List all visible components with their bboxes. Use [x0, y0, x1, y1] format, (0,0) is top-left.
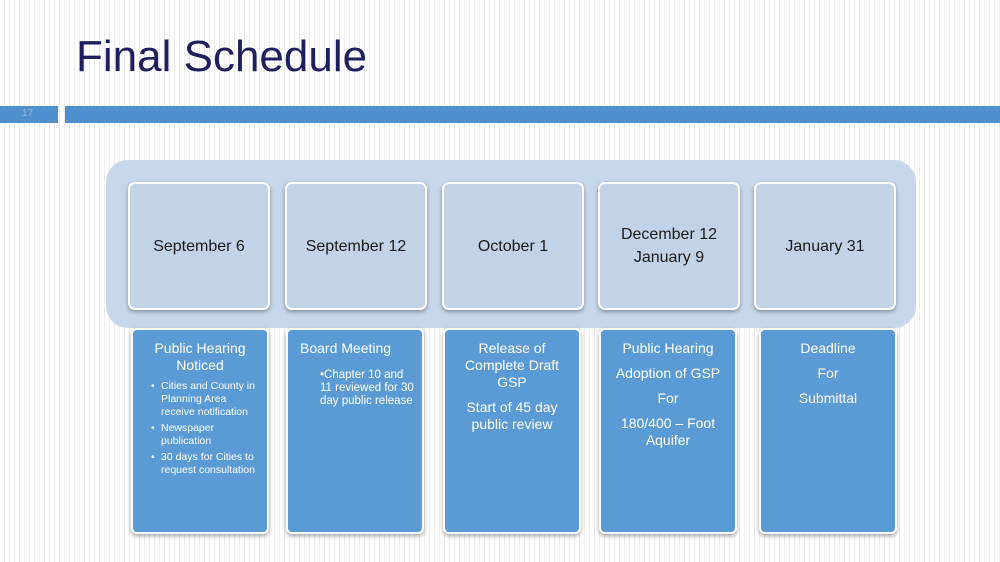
date-box-2 [285, 182, 427, 310]
date-box-1 [128, 182, 270, 310]
date-label: October 1 [477, 237, 549, 255]
card-title: Public Hearing [622, 340, 714, 356]
card-body: •Chapter 10 and 11 reviewed for 30 day public release [320, 369, 414, 407]
date-label: January 31 [785, 237, 865, 255]
bullet-item: • 30 days for Cities to request consultation [151, 451, 261, 477]
date-box-4 [598, 182, 740, 310]
header-bar-right [65, 106, 1000, 123]
card-line: 180/400 – Foot Aquifer [620, 415, 716, 448]
event-card-deadline [759, 328, 897, 534]
card-line: Adoption of GSP [615, 365, 721, 381]
date-label: January 9 [633, 249, 705, 266]
date-label: September 6 [153, 237, 245, 255]
card-title: Board Meeting [300, 340, 392, 356]
event-card-public-hearing-adoption [599, 328, 737, 534]
date-label: September 12 [305, 237, 407, 255]
date-label: December 12 [620, 226, 718, 243]
card-line: Submittal [798, 390, 858, 406]
card-title: Public Hearing Noticed [154, 340, 246, 373]
slide-title: Final Schedule [76, 32, 368, 81]
card-body: Start of 45 day public review [466, 399, 558, 432]
event-card-board-meeting [286, 328, 424, 534]
card-bullets [139, 380, 261, 477]
date-box-3 [442, 182, 584, 310]
card-title: Release of Complete Draft GSP [464, 340, 560, 390]
card-line: For [657, 390, 679, 406]
page-number: 17 [22, 108, 34, 119]
event-card-public-hearing-noticed [131, 328, 269, 534]
card-line: For [817, 365, 839, 381]
event-card-release-draft [443, 328, 581, 534]
date-box-5 [754, 182, 896, 310]
bullet-item: • Cities and County in Planning Area receive notification [151, 380, 261, 419]
bullet-item: • Newspaper publication [151, 422, 261, 448]
card-title: Deadline [800, 340, 856, 356]
